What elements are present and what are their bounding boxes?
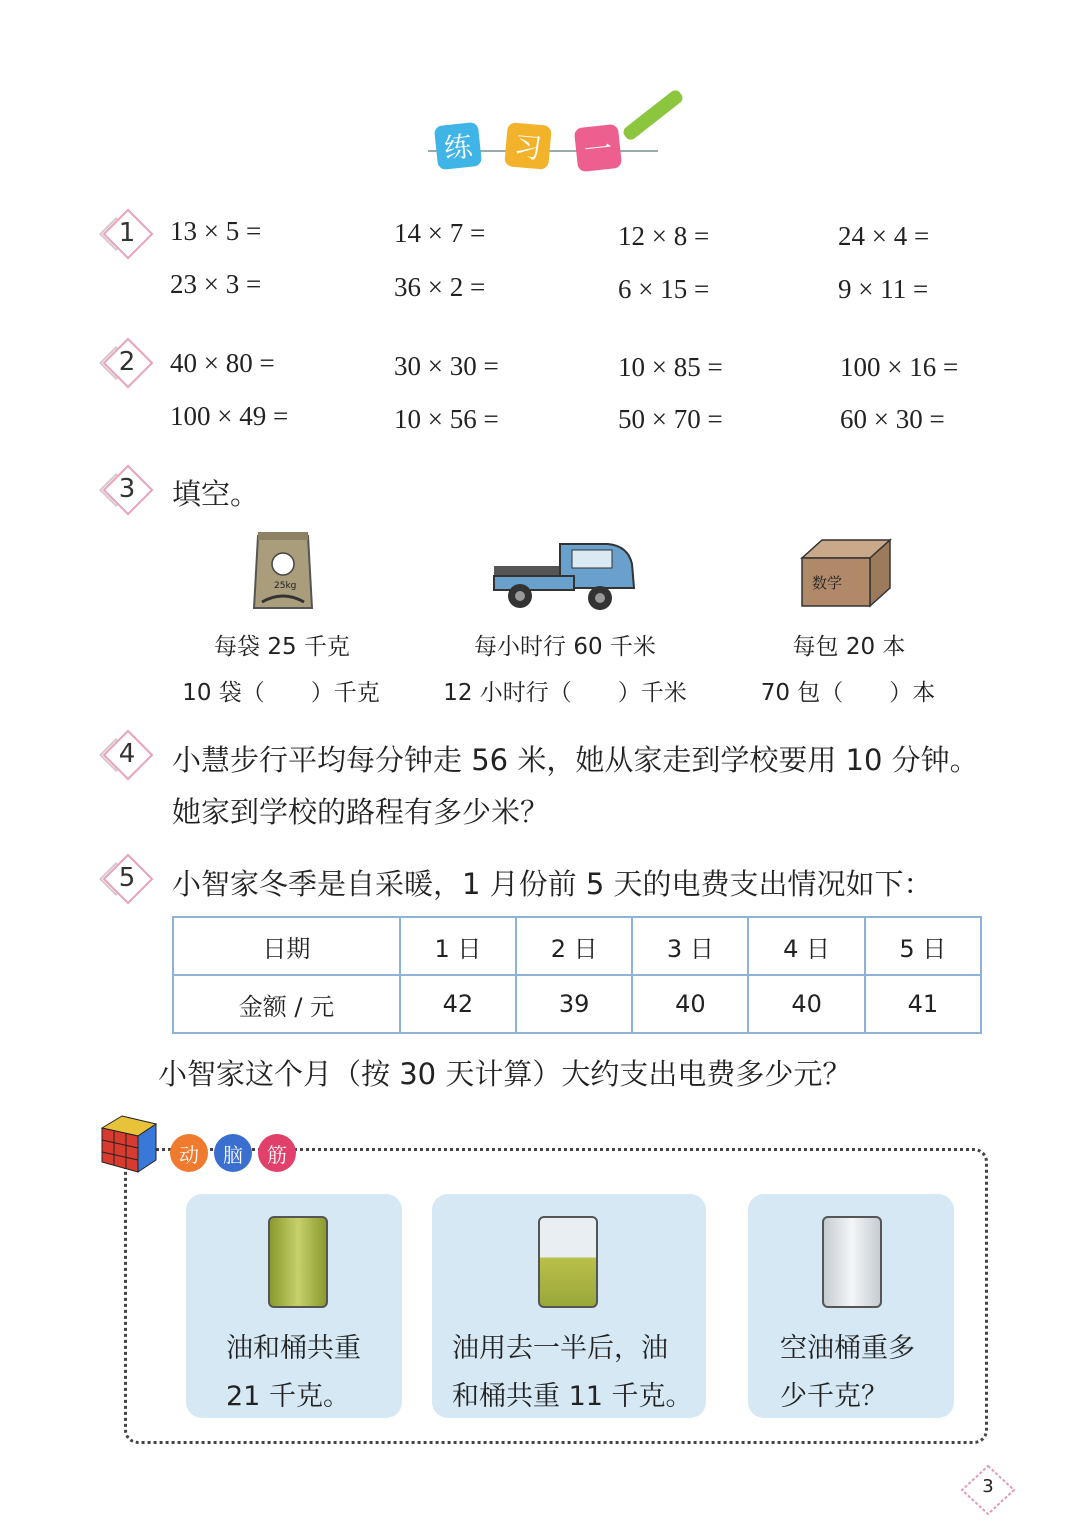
table-cell: 4 日 [748,917,864,975]
equation: 24 × 4 = [838,221,930,251]
full-barrel-icon [268,1216,328,1308]
bonus-label-char: 筋 [258,1134,296,1172]
problem-2-number: 2 [118,347,136,377]
book-package-icon [798,538,894,610]
equation: 50 × 70 = [618,404,723,434]
equation: 60 × 30 = [840,404,945,434]
equation: 10 × 85 = [618,352,723,382]
table-cell: 2 日 [516,917,632,975]
half-barrel-icon [538,1216,598,1308]
problem-5-badge [104,855,150,901]
bonus-card-text: 少千克？ [780,1381,888,1412]
item-blank: 70 包（ ）本 [760,680,936,706]
problem-4-line1: 小慧步行平均每分钟走 56 米，她从家走到学校要用 10 分钟。 [172,743,979,777]
item-rate: 每袋 25 千克 [214,634,350,660]
rice-bag-icon [250,530,316,614]
bonus-card-text: 空油桶重多 [780,1333,915,1364]
table-cell: 1 日 [400,917,516,975]
table-cell: 日期 [173,917,400,975]
item-blank: 10 袋（ ）千克 [182,680,380,706]
table-cell: 40 [748,975,864,1033]
equation: 100 × 16 = [840,352,959,382]
equation: 36 × 2 = [394,272,486,302]
equation: 9 × 11 = [838,274,929,304]
item-rate: 每包 20 本 [792,634,906,660]
pencil-icon [621,88,685,142]
equation: 13 × 5 = [170,216,262,246]
table-cell: 金额 / 元 [173,975,400,1033]
problem-4-line2: 她家到学校的路程有多少米？ [172,795,550,829]
rubiks-cube-icon [98,1114,160,1176]
bonus-card-text: 油和桶共重 [226,1333,361,1364]
equation: 14 × 7 = [394,218,486,248]
bonus-card-text: 21 千克。 [226,1381,350,1412]
table-cell: 41 [865,975,981,1033]
bonus-card-1 [186,1194,402,1418]
equation: 100 × 49 = [170,401,289,431]
problem-3-badge [104,466,150,512]
table-cell: 42 [400,975,516,1033]
bonus-card-text: 和桶共重 11 千克。 [452,1381,693,1412]
problem-1-badge [104,210,150,256]
title-char-1: 练 [434,122,482,170]
truck-icon [490,536,638,616]
problem-5-number: 5 [118,863,136,893]
problem-4-badge [104,731,150,777]
equation: 23 × 3 = [170,269,262,299]
equation: 40 × 80 = [170,348,275,378]
table-row [173,975,981,1033]
equation: 30 × 30 = [394,351,499,381]
item-rate: 每小时行 60 千米 [474,634,656,660]
bonus-label-char: 脑 [214,1134,252,1172]
problem-5-text: 小智家冬季是自采暖，1 月份前 5 天的电费支出情况如下： [172,867,933,901]
table-cell: 40 [632,975,748,1033]
title-char-2: 习 [504,122,552,170]
bonus-card-text: 油用去一半后，油 [452,1333,668,1364]
bonus-card-2 [432,1194,706,1418]
bonus-label-char: 动 [170,1134,208,1172]
problem-5-question: 小智家这个月（按 30 天计算）大约支出电费多少元？ [158,1057,852,1091]
equation: 10 × 56 = [394,404,499,434]
problem-3-text: 填空。 [172,477,260,511]
problem-3-number: 3 [118,474,136,504]
equation: 6 × 15 = [618,274,710,304]
bonus-card-3 [748,1194,954,1418]
table-cell: 39 [516,975,632,1033]
problem-2-badge [104,339,150,385]
rice-bag-label: 25kg [274,581,297,591]
equation: 12 × 8 = [618,221,710,251]
table-header-row [173,917,981,975]
title-char-3: 一 [574,124,622,172]
package-label: 数学 [812,574,843,592]
problem-4-number: 4 [118,739,136,769]
table-cell: 3 日 [632,917,748,975]
electricity-table [172,916,982,1034]
table-cell: 5 日 [865,917,981,975]
problem-1-number: 1 [118,218,136,248]
empty-barrel-icon [822,1216,882,1308]
page-number: 3 [982,1476,994,1497]
item-blank: 12 小时行（ ）千米 [443,680,687,706]
